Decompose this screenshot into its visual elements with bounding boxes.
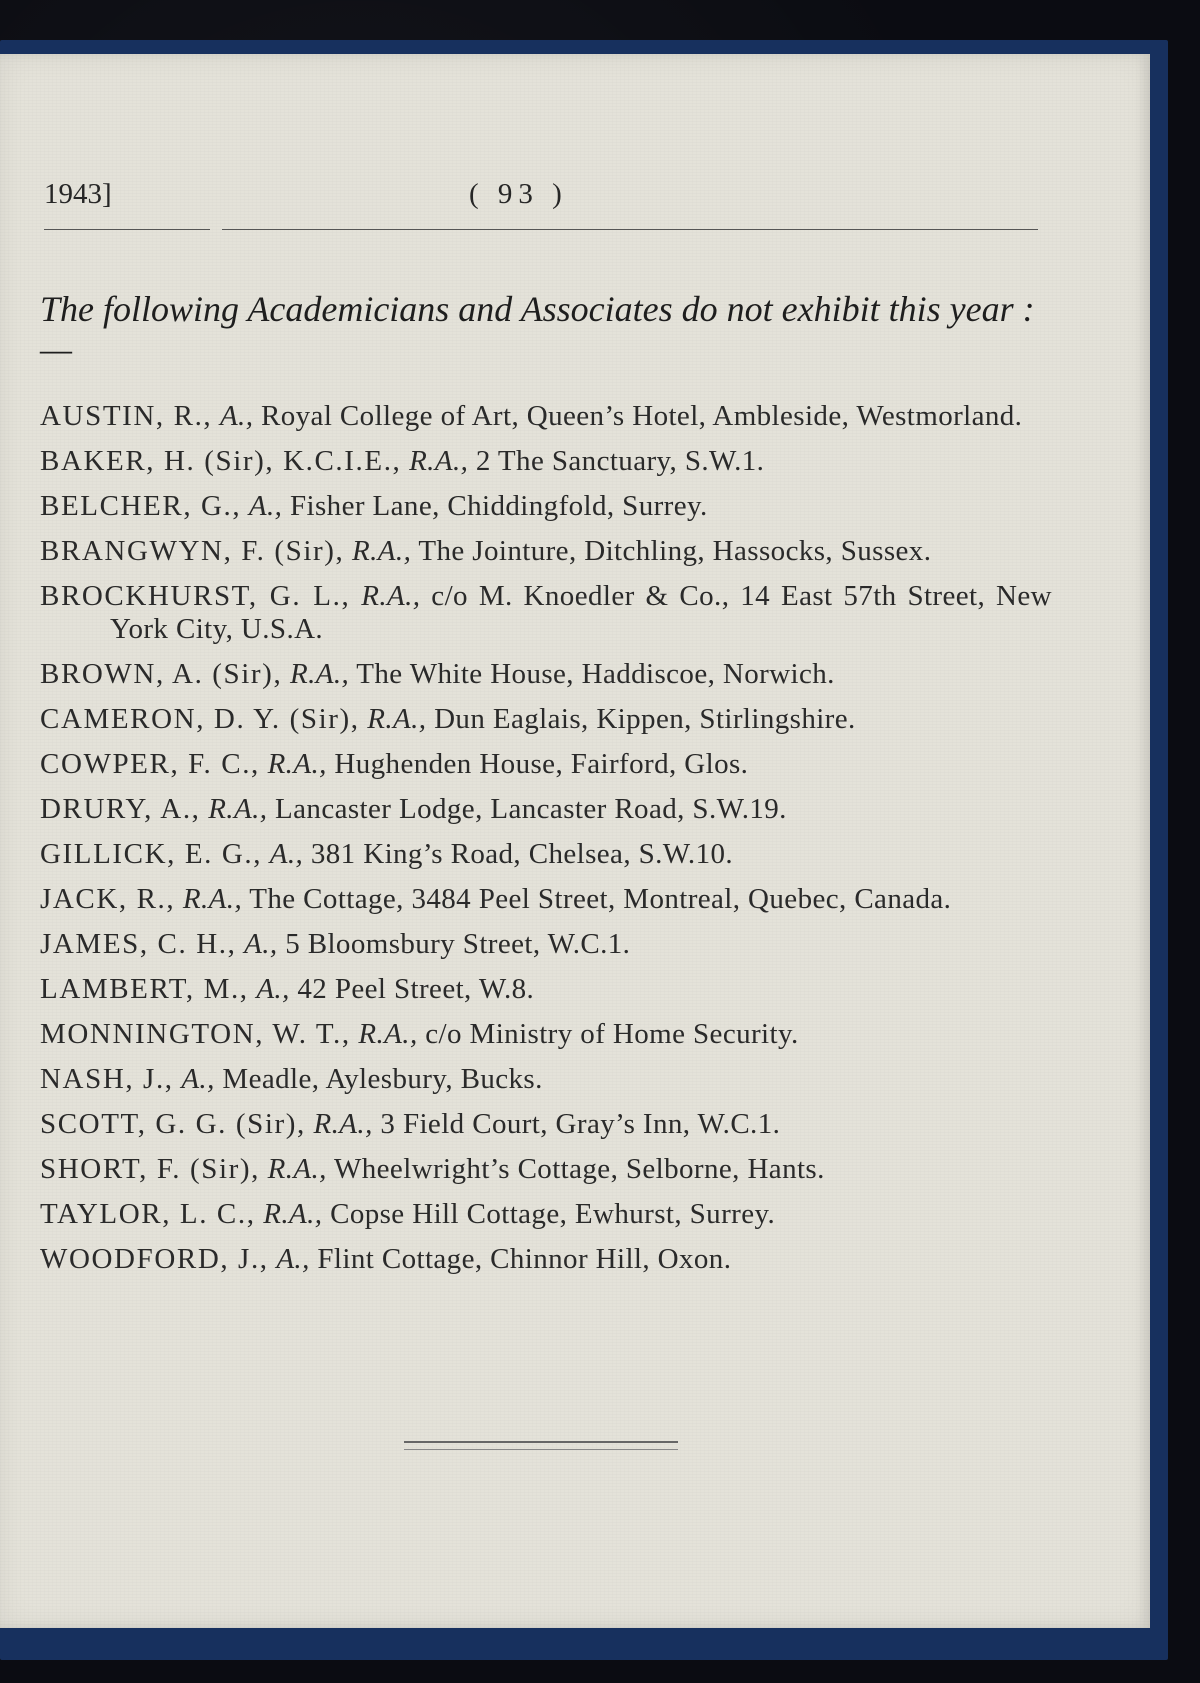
entry-name: GILLICK, E. G., bbox=[40, 838, 263, 870]
entry-name: TAYLOR, L. C., bbox=[40, 1198, 256, 1230]
entry-rank: R.A., bbox=[361, 580, 421, 612]
entry-rank: R.A., bbox=[409, 445, 469, 477]
header-rule-long bbox=[222, 229, 1038, 230]
list-item bbox=[40, 658, 1052, 691]
entry-name: CAMERON, D. Y. (Sir), bbox=[40, 703, 360, 735]
entry-rank: R.A., bbox=[352, 535, 412, 567]
list-item bbox=[40, 1243, 1052, 1276]
entry-list bbox=[40, 400, 1052, 1288]
entry-address: 5 Bloomsbury Street, W.C.1. bbox=[285, 928, 631, 960]
list-item bbox=[40, 1018, 1052, 1051]
entry-address: Copse Hill Cottage, Ewhurst, Surrey. bbox=[330, 1198, 776, 1230]
entry-name: COWPER, F. C., bbox=[40, 748, 260, 780]
entry-name: BELCHER, G., bbox=[40, 490, 242, 522]
entry-name: MONNINGTON, W. T., bbox=[40, 1018, 351, 1050]
entry-rank: A., bbox=[269, 838, 304, 870]
entry-rank: R.A., bbox=[313, 1108, 373, 1140]
entry-name: SHORT, F. (Sir), bbox=[40, 1153, 260, 1185]
entry-name: NASH, J., bbox=[40, 1063, 174, 1095]
entry-name: JAMES, C. H., bbox=[40, 928, 237, 960]
list-item bbox=[40, 973, 1052, 1006]
entry-rank: R.A., bbox=[263, 1198, 323, 1230]
entry-name: BROWN, A. (Sir), bbox=[40, 658, 283, 690]
entry-name: LAMBERT, M., bbox=[40, 973, 249, 1005]
list-item bbox=[40, 400, 1052, 433]
entry-name: DRURY, A., bbox=[40, 793, 201, 825]
list-item bbox=[40, 490, 1052, 523]
entry-rank: R.A., bbox=[267, 1153, 327, 1185]
entry-name: WOODFORD, J., bbox=[40, 1243, 269, 1275]
entry-address: Hughenden House, Fairford, Glos. bbox=[334, 748, 749, 780]
entry-address: 3 Field Court, Gray’s Inn, W.C.1. bbox=[380, 1108, 781, 1140]
list-item bbox=[40, 838, 1052, 871]
entry-rank: A., bbox=[248, 490, 283, 522]
list-item bbox=[40, 1198, 1052, 1231]
list-item bbox=[40, 748, 1052, 781]
list-item bbox=[40, 928, 1052, 961]
entry-rank: A., bbox=[244, 928, 278, 960]
entry-rank: R.A., bbox=[367, 703, 427, 735]
entry-rank: R.A., bbox=[358, 1018, 418, 1050]
list-item bbox=[40, 580, 1052, 646]
entry-address: The White House, Haddiscoe, Norwich. bbox=[356, 658, 835, 690]
list-item bbox=[40, 1153, 1052, 1186]
entry-rank: R.A., bbox=[182, 883, 243, 915]
entry-address: Flint Cottage, Chinnor Hill, Oxon. bbox=[317, 1243, 732, 1275]
entry-rank: A., bbox=[219, 400, 254, 432]
entry-address: The Cottage, 3484 Peel Street, Montreal, Quebec, Canada. bbox=[249, 883, 952, 915]
entry-name: AUSTIN, R., bbox=[40, 400, 213, 432]
entry-rank: A., bbox=[181, 1063, 215, 1095]
entry-name: SCOTT, G. G. (Sir), bbox=[40, 1108, 306, 1140]
list-item bbox=[40, 1108, 1052, 1141]
entry-rank: R.A., bbox=[289, 658, 350, 690]
entry-address: 381 King’s Road, Chelsea, S.W.10. bbox=[310, 838, 734, 870]
list-item bbox=[40, 535, 1052, 568]
running-head-year: 1943] bbox=[44, 178, 112, 210]
entry-name: BRANGWYN, F. (Sir), bbox=[40, 535, 345, 567]
entry-address: Meadle, Aylesbury, Bucks. bbox=[222, 1063, 543, 1095]
entry-rank: R.A., bbox=[267, 748, 327, 780]
entry-address: Wheelwright’s Cottage, Selborne, Hants. bbox=[333, 1153, 825, 1185]
entry-rank: R.A., bbox=[208, 793, 268, 825]
entry-address: Fisher Lane, Chiddingfold, Surrey. bbox=[290, 490, 708, 522]
entry-address: Dun Eaglais, Kippen, Stirlingshire. bbox=[434, 703, 856, 735]
running-head bbox=[44, 178, 1040, 218]
list-item bbox=[40, 445, 1052, 478]
entry-address: Lancaster Lodge, Lancaster Road, S.W.19. bbox=[275, 793, 787, 825]
page-number: ( 93 ) bbox=[469, 178, 568, 210]
list-item bbox=[40, 793, 1052, 826]
entry-address: 42 Peel Street, W.8. bbox=[297, 973, 535, 1005]
entry-address: The Jointure, Ditchling, Hassocks, Sussex. bbox=[418, 535, 932, 567]
entry-name: BROCKHURST, G. L., bbox=[40, 580, 351, 612]
entry-address: c/o Ministry of Home Security. bbox=[425, 1018, 799, 1050]
end-ornament-rule bbox=[404, 1441, 678, 1450]
list-item bbox=[40, 703, 1052, 736]
entry-address: c/o M. Knoedler & Co., 14 East 57th Street, New York City, U.S.A. bbox=[110, 580, 1052, 645]
entry-address: Royal College of Art, Queen’s Hotel, Ambleside, Westmorland. bbox=[261, 400, 1023, 432]
list-item bbox=[40, 883, 1052, 916]
entry-rank: A., bbox=[276, 1243, 310, 1275]
entry-name: BAKER, H. (Sir), K.C.I.E., bbox=[40, 445, 402, 477]
list-item bbox=[40, 1063, 1052, 1096]
section-heading: The following Academicians and Associates do not exhibit this year :— bbox=[40, 289, 1035, 369]
entry-name: JACK, R., bbox=[40, 883, 176, 915]
header-rule-short bbox=[44, 229, 210, 230]
entry-rank: A., bbox=[256, 973, 290, 1005]
entry-address: 2 The Sanctuary, S.W.1. bbox=[475, 445, 765, 477]
